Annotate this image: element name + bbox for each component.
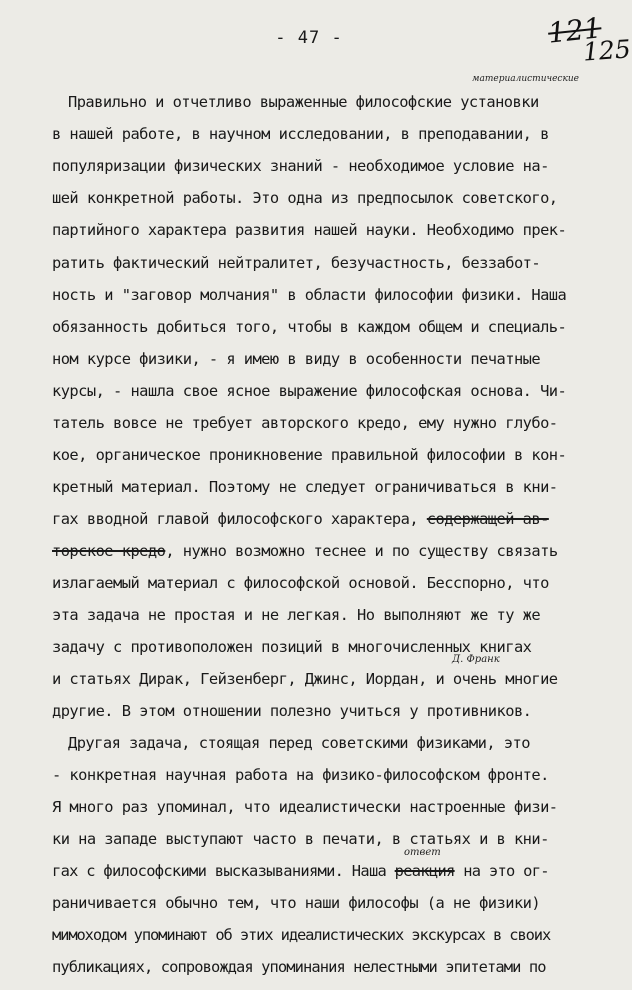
archive-number-crossed: 121 bbox=[546, 11, 604, 50]
text-line: публикациях, сопровождая упоминания нелестными эпитетами по bbox=[52, 958, 546, 976]
text-line: ность и "заговор молчания" в области философии физики. Наша bbox=[52, 286, 567, 304]
text-fragment: на это ог- bbox=[463, 862, 549, 880]
struck-text: торское кредо bbox=[52, 542, 166, 560]
text-line: татель вовсе не требует авторского кредо, ему нужно глубо- bbox=[52, 414, 558, 432]
text-line: Другая задача, стоящая перед советскими физиками, это bbox=[68, 734, 530, 752]
text-line: кое, органическое проникновение правильной философии в кон- bbox=[52, 446, 567, 464]
text-line: партийного характера развития нашей науки. Необходимо прек- bbox=[52, 221, 567, 239]
text-line: в нашей работе, в научном исследовании, в преподавании, в bbox=[52, 125, 549, 143]
text-fragment: гах с философскими высказываниями. Наша bbox=[52, 862, 387, 880]
text-line: излагаемый материал с философской основой. Бесспорно, что bbox=[52, 574, 549, 592]
text-line bbox=[52, 861, 604, 881]
text-line: ратить фактический нейтралитет, безучастность, беззабот- bbox=[52, 254, 541, 272]
text-fragment: , нужно возможно теснее и по существу связать bbox=[165, 542, 558, 560]
text-line: ном курсе физики, - я имею в виду в особенности печатные bbox=[52, 350, 541, 368]
text-line: обязанность добиться того, чтобы в каждом общем и специаль- bbox=[52, 318, 567, 336]
handwritten-insertion-franck: Д. Франк bbox=[452, 654, 500, 665]
text-line: Правильно и отчетливо выраженные философские установки bbox=[68, 93, 539, 111]
text-line bbox=[52, 541, 604, 561]
text-line: и статьях Дирак, Гейзенберг, Джинс, Иордан, и очень многие bbox=[52, 670, 558, 688]
text-fragment: гах вводной главой философского характера, bbox=[52, 510, 419, 528]
text-line: популяризации физических знаний - необходимое условие на- bbox=[52, 157, 549, 175]
text-line: ки на западе выступают часто в печати, в статьях и в кни- bbox=[52, 830, 549, 848]
text-line: кретный материал. Поэтому не следует ограничиваться в кни- bbox=[52, 478, 558, 496]
text-line: Я много раз упоминал, что идеалистически настроенные физи- bbox=[52, 798, 558, 816]
text-line: задачу с противоположен позиций в многочисленных книгах bbox=[52, 638, 532, 656]
text-line: курсы, - нашла свое ясное выражение философская основа. Чи- bbox=[52, 382, 567, 400]
struck-text: содержащей ав- bbox=[426, 510, 549, 528]
page-number: - 47 - bbox=[275, 28, 343, 48]
text-line bbox=[52, 509, 604, 529]
handwritten-insertion-otvet: ответ bbox=[404, 847, 441, 858]
text-line: мимоходом упоминают об этих идеалистических экскурсах в своих bbox=[52, 926, 551, 944]
text-line: эта задача не простая и не легкая. Но выполняют же ту же bbox=[52, 606, 541, 624]
text-line: раничивается обычно тем, что наши философы (а не физики) bbox=[52, 894, 541, 912]
text-line: шей конкретной работы. Это одна из предпосылок советского, bbox=[52, 189, 558, 207]
text-line: другие. В этом отношении полезно учиться у противников. bbox=[52, 702, 532, 720]
struck-text: реакция bbox=[394, 862, 455, 880]
text-line: - конкретная научная работа на физико-философском фронте. bbox=[52, 766, 549, 784]
handwritten-insertion-materialistic: материалистические bbox=[472, 74, 579, 84]
archive-number-current: 125 bbox=[582, 34, 632, 67]
